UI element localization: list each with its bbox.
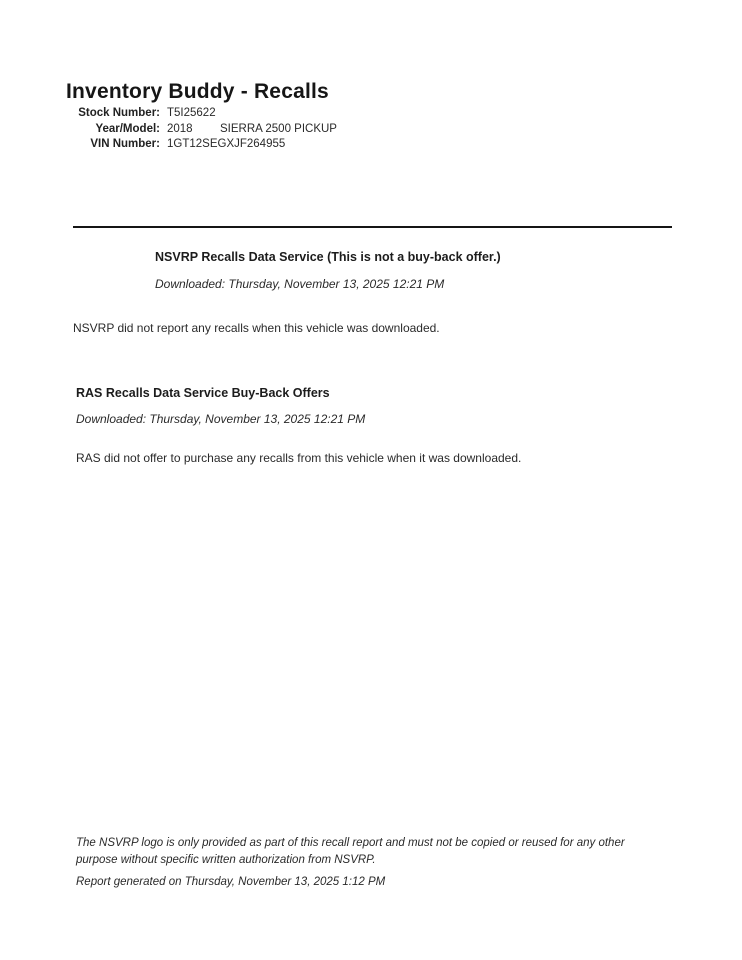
report-generated-timestamp: Report generated on Thursday, November 13, 2025 1:12 PM <box>76 876 386 888</box>
stock-number-value: T5I25622 <box>167 107 216 119</box>
page-title: Inventory Buddy - Recalls <box>66 80 329 103</box>
vin-number-label: VIN Number: <box>90 138 160 150</box>
nsvrp-result-text: NSVRP did not report any recalls when this vehicle was downloaded. <box>73 321 440 335</box>
horizontal-divider <box>73 226 672 228</box>
stock-number-label: Stock Number: <box>78 107 160 119</box>
stock-number-row <box>0 106 742 122</box>
nsvrp-downloaded-timestamp: Downloaded: Thursday, November 13, 2025 12:21 PM <box>155 277 445 291</box>
year-value: 2018 <box>167 122 193 135</box>
vin-number-value: 1GT12SEGXJF264955 <box>167 138 286 150</box>
vin-number-row <box>0 137 742 153</box>
year-model-label: Year/Model: <box>95 122 160 135</box>
ras-section-heading: RAS Recalls Data Service Buy-Back Offers <box>76 386 330 400</box>
year-model-row <box>0 122 742 138</box>
ras-result-text: RAS did not offer to purchase any recalls from this vehicle when it was downloaded. <box>76 451 522 465</box>
model-value: SIERRA 2500 PICKUP <box>220 122 337 135</box>
ras-downloaded-timestamp: Downloaded: Thursday, November 13, 2025 12:21 PM <box>76 412 366 426</box>
vehicle-info-block <box>0 106 742 153</box>
nsvrp-section-heading: NSVRP Recalls Data Service (This is not a buy-back offer.) <box>155 250 501 264</box>
footer-disclaimer: The NSVRP logo is only provided as part of this recall report and must not be copied or reused for any other purpose without specific written authorization from NSVRP. <box>76 837 625 866</box>
